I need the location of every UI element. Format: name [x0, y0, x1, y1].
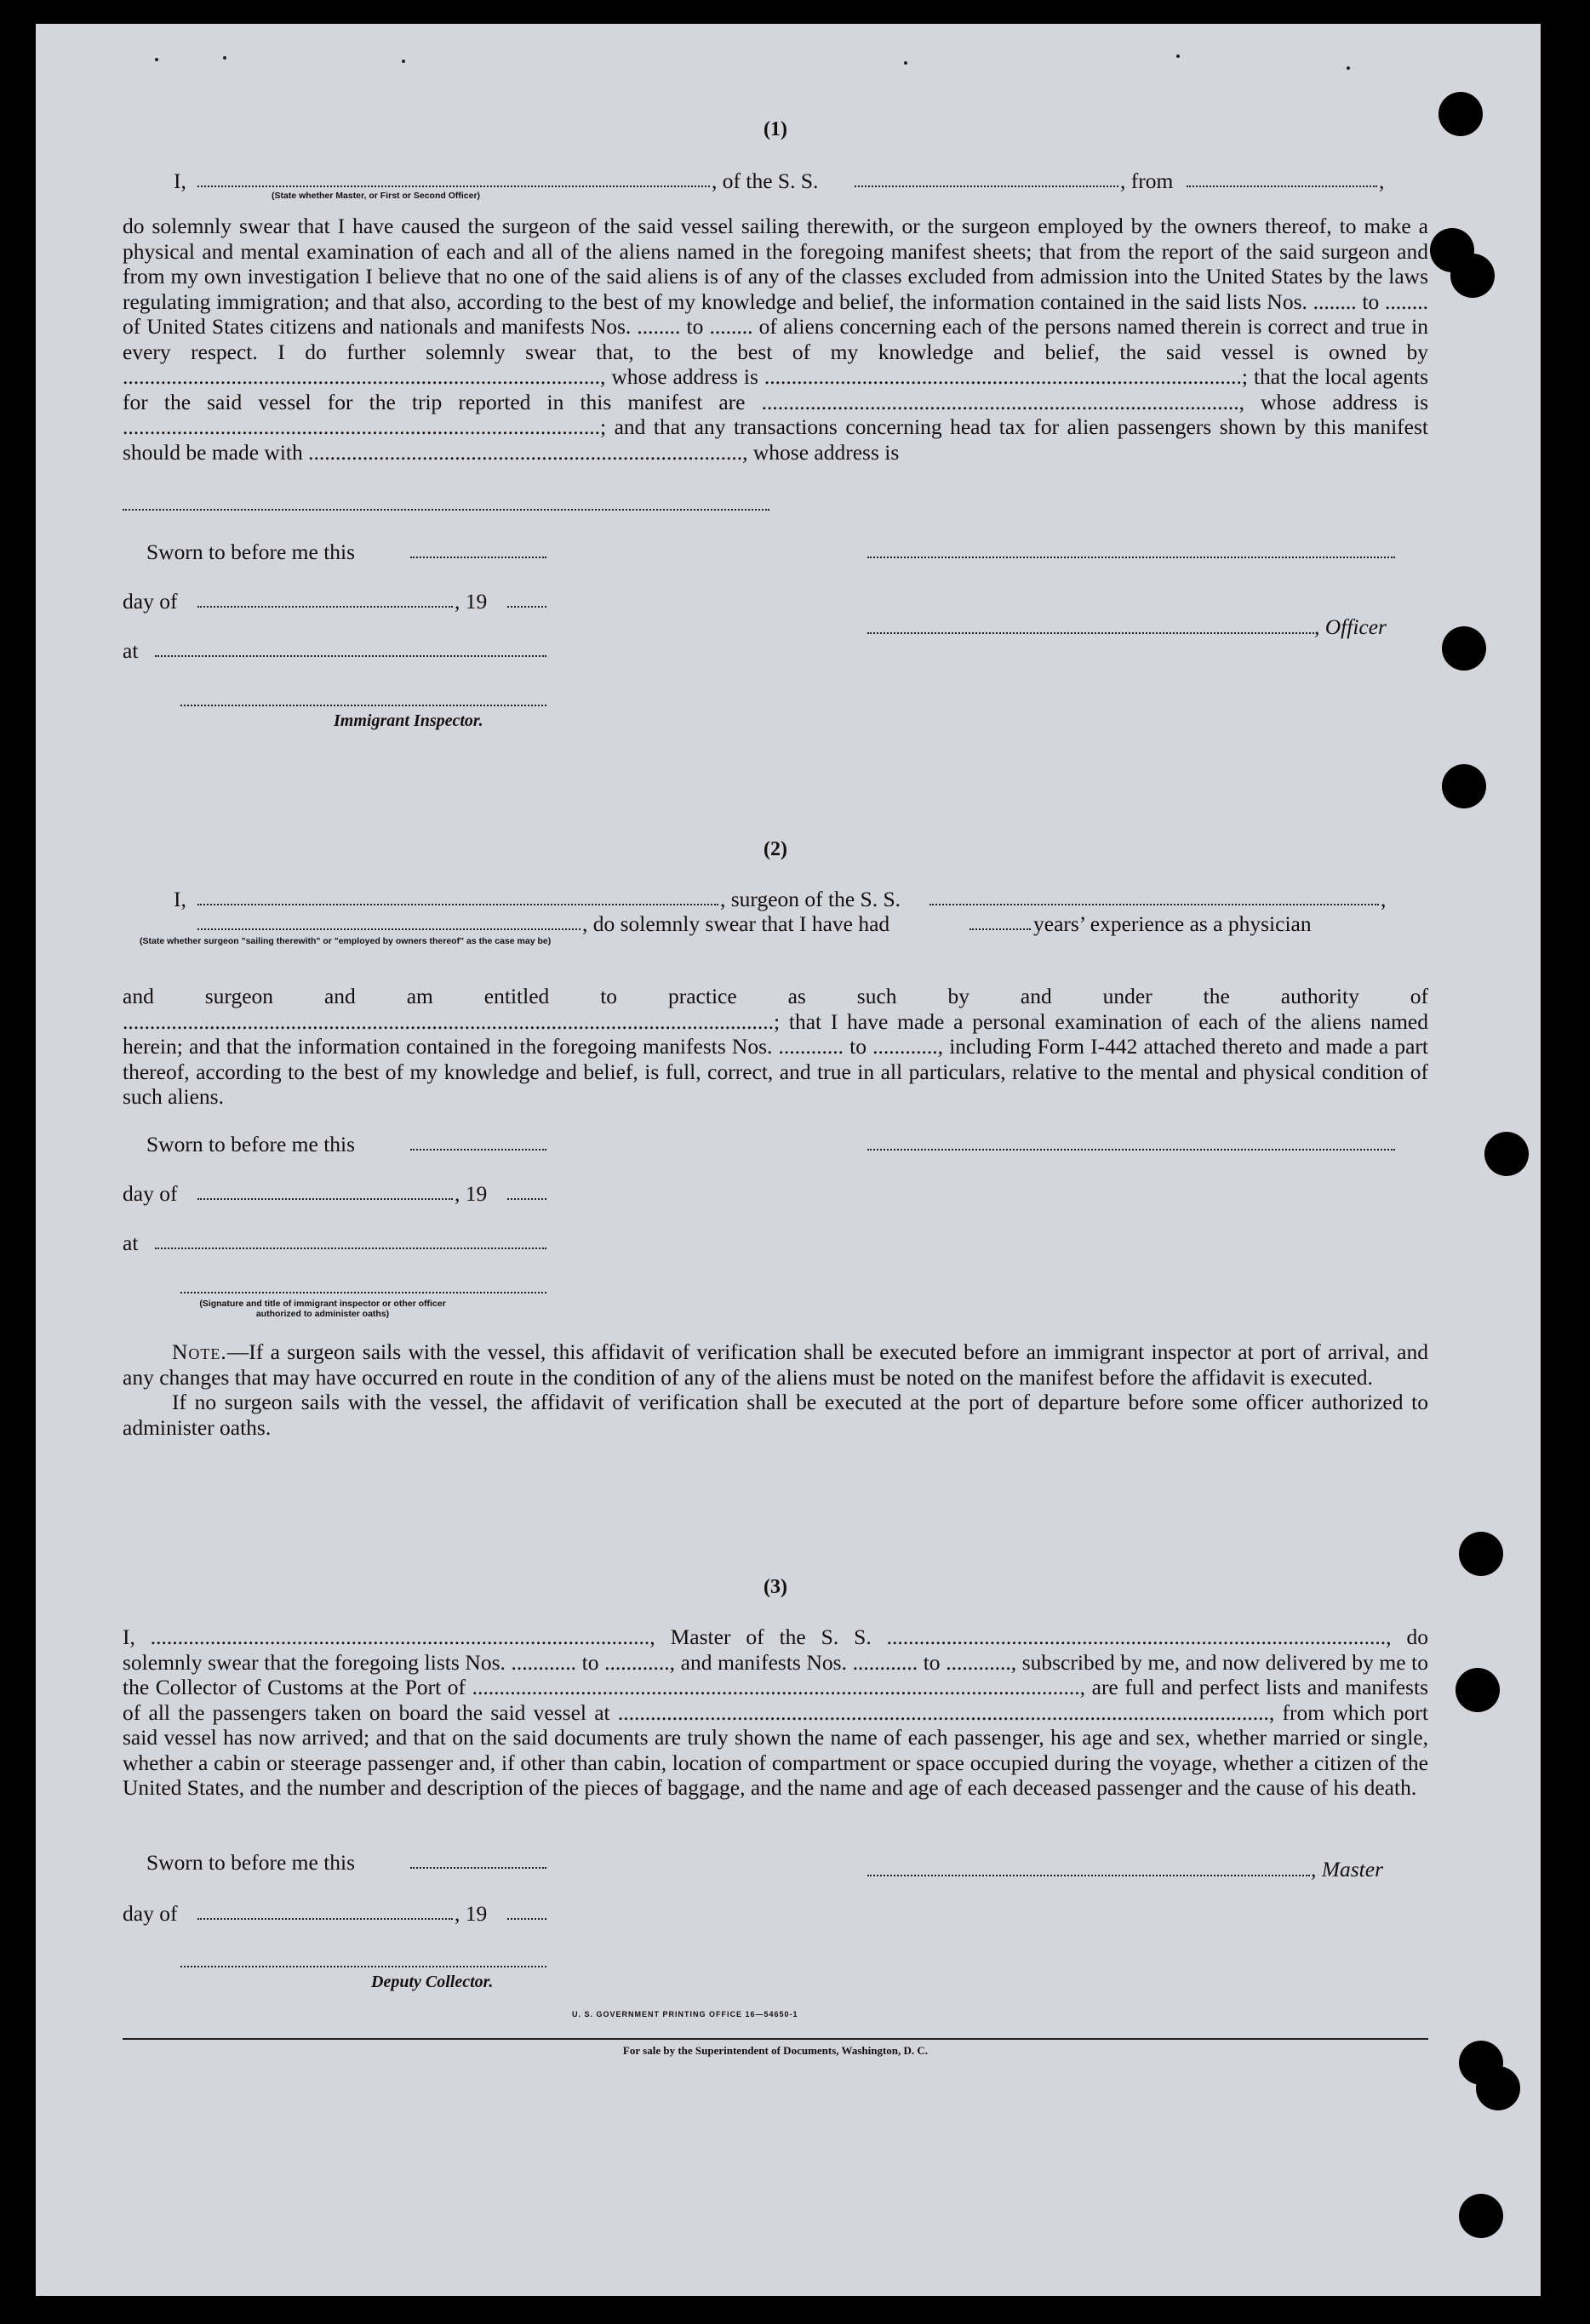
s3-sworn-label: Sworn to before me this: [146, 1850, 356, 1875]
s1-from-label: , from: [1120, 168, 1174, 193]
s2-at-blank[interactable]: [155, 1248, 546, 1249]
s3-collector-label: Deputy Collector.: [371, 1973, 494, 1991]
s3-year-blank[interactable]: [507, 1918, 546, 1920]
s2-inspector-sign-blank[interactable]: [180, 1292, 546, 1293]
s2-surgeon-label: , surgeon of the S. S.: [720, 887, 901, 911]
s3-day-blank[interactable]: [197, 1918, 453, 1920]
s3-collector-sign-blank[interactable]: [180, 1966, 546, 1967]
s1-oath-text: do solemnly swear that I have caused the surgeon of the said vessel sailing therewith, or the surgeon employed by the owners thereof, to make a physical and mental examination of each and all of the aliens named in the foregoing manifest sheets; that from the report of the said surgeon and from my own investigation I believe that no one of the said aliens is of any of the classes excluded from admission into the United States by the laws regulating immigration; and that also, according to the best of my knowledge and belief, the information contained in the said lists Nos. ........ to ........ of United States citizens and nationals and manifests Nos. ........ to ........ of aliens concerning each of the persons named therein is correct and true in every respect. I do further solemnly swear that, to the best of my knowledge and belief, the said vessel is owned by ........................................................................................, whose address is ........................................................................................; that the local agents for the said vessel for the trip reported in this manifest are ........................................................................................, whose address is ........................................................................................; and that any transactions concerning head tax for alien passengers shown by this manifest should be made with ................................................................................, whose address is: [123, 214, 1428, 465]
s2-years-blank[interactable]: [969, 928, 1031, 930]
s1-from-blank[interactable]: [1187, 186, 1377, 187]
s1-officer-sign-blank[interactable]: [867, 632, 1314, 634]
s3-master-label: , Master: [1311, 1857, 1383, 1881]
s1-year-blank[interactable]: [507, 606, 546, 608]
s3-year-label: , 19: [455, 1901, 488, 1926]
s2-oath-paragraph: [123, 984, 1428, 1110]
s2-surgeon-name-blank[interactable]: [197, 904, 718, 905]
s1-vessel-blank[interactable]: [855, 186, 1118, 187]
s2-status-caption: (State whether surgeon "sailing therewith" or "employed by owners thereof" as the case may be): [140, 936, 552, 946]
s2-day-blank[interactable]: [197, 1198, 453, 1200]
s2-oath-text: and surgeon and am entitled to practice as such by and under the authority of ........................................................................................................................; that I have made a personal examination of each of the aliens named herein; and that the information contained in the foregoing manifests Nos. ............ to ............, including Form I-442 attached thereto and made a part thereof, according to the best of my knowledge and belief, is full, correct, and true in all particulars, relative to the mental and physical condition of such aliens.: [123, 984, 1428, 1109]
section-3-heading: (3): [764, 1576, 787, 1598]
s2-status-blank[interactable]: [197, 928, 581, 930]
s1-oath-paragraph: [123, 214, 1428, 465]
s2-sworn-label: Sworn to before me this: [146, 1132, 356, 1156]
footer-rule: [123, 2038, 1428, 2040]
s2-note-text: —If a surgeon sails with the vessel, this affidavit of verification shall be executed before an immigrant inspector at port of arrival, and any changes that may have occurred en route in the condition of any of the aliens must be noted on the manifest before the affidavit is executed.: [123, 1339, 1428, 1390]
s2-swear-label: , do solemnly swear that I have had: [582, 911, 890, 936]
s3-sworn-blank[interactable]: [410, 1867, 546, 1869]
s1-of-ss-label: , of the S. S.: [712, 168, 819, 193]
s2-at-label: at: [123, 1231, 139, 1255]
section-1-heading: (1): [764, 118, 787, 140]
s3-oath-paragraph: [123, 1625, 1428, 1801]
form-content: [123, 24, 1428, 2296]
s1-sworn-label: Sworn to before me this: [146, 540, 356, 564]
s2-sworn-blank[interactable]: [410, 1149, 546, 1151]
s1-day-blank[interactable]: [197, 606, 453, 608]
s2-vessel-blank[interactable]: [929, 904, 1379, 905]
s1-officer-name-blank[interactable]: [197, 186, 710, 187]
s1-day-label: day of: [123, 589, 178, 614]
s2-comma: ,: [1381, 887, 1387, 911]
binder-hole: [1450, 254, 1495, 298]
s1-inspector-label: Immigrant Inspector.: [334, 711, 483, 730]
s1-at-label: at: [123, 638, 139, 663]
binder-hole: [1476, 2066, 1520, 2110]
s2-note-block: [123, 1339, 1428, 1440]
s1-rank-caption: (State whether Master, or First or Second Officer): [272, 191, 481, 201]
s2-sig-caption: (Signature and title of immigrant inspector or other officer authorized to administer oaths): [199, 1299, 446, 1319]
binder-hole: [1438, 92, 1483, 136]
s2-note-label: Note.: [172, 1339, 227, 1364]
section-2-heading: (2): [764, 838, 787, 860]
s3-master-sign-blank[interactable]: [867, 1875, 1310, 1876]
footer-text: For sale by the Superintendent of Documents, Washington, D. C.: [622, 2044, 929, 2057]
binder-hole: [1442, 626, 1486, 671]
s2-years-label: years’ experience as a physician: [1033, 911, 1312, 936]
s1-i-label: I,: [174, 168, 186, 193]
s1-year-label: , 19: [455, 589, 488, 614]
s1-address-blank[interactable]: [123, 509, 769, 511]
s2-year-label: , 19: [455, 1181, 488, 1206]
manifest-back-page: [36, 24, 1541, 2296]
s1-sworn-blank[interactable]: [410, 557, 546, 558]
binder-hole: [1456, 1668, 1500, 1712]
s2-note2-text: If no surgeon sails with the vessel, the affidavit of verification shall be executed at the port of departure before some officer authorized to administer oaths.: [123, 1390, 1428, 1440]
s2-i-label: I,: [174, 887, 186, 911]
s2-day-label: day of: [123, 1181, 178, 1206]
binder-hole: [1484, 1132, 1529, 1176]
s1-inspector-sign-blank[interactable]: [180, 705, 546, 706]
s2-signature-blank[interactable]: [867, 1149, 1395, 1151]
binder-hole: [1459, 2194, 1503, 2238]
s1-at-blank[interactable]: [155, 655, 546, 657]
s3-day-label: day of: [123, 1901, 178, 1926]
printing-office-line: U. S. GOVERNMENT PRINTING OFFICE 16—54650-1: [572, 2010, 798, 2019]
s1-signature-blank[interactable]: [867, 557, 1395, 558]
s3-oath-text: I, ............................................................................................, Master of the S. S. ............................................................................................, do solemnly swear that the foregoing lists Nos. ............ to ............, and manifests Nos. ............ to ............, subscribed by me, and now delivered by me to the Collector of Customs at the Port of ................................................................................................................, are full and perfect lists and manifests of all the passengers taken on board the said vessel at ........................................................................................................................, from which port said vessel has now arrived; and that on the said documents are truly shown the name of each passenger, his age and sex, whether married or single, whether a cabin or steerage passenger and, if other than cabin, location of compartment or space occupied during the voyage, whether a citizen of the United States, and the number and description of the pieces of baggage, and the name and age of each deceased passenger and the cause of his death.: [123, 1625, 1428, 1800]
binder-hole: [1459, 1532, 1503, 1576]
s1-comma: ,: [1379, 168, 1385, 193]
s1-officer-label: , Officer: [1314, 614, 1387, 639]
s2-year-blank[interactable]: [507, 1198, 546, 1200]
binder-hole: [1442, 764, 1486, 808]
